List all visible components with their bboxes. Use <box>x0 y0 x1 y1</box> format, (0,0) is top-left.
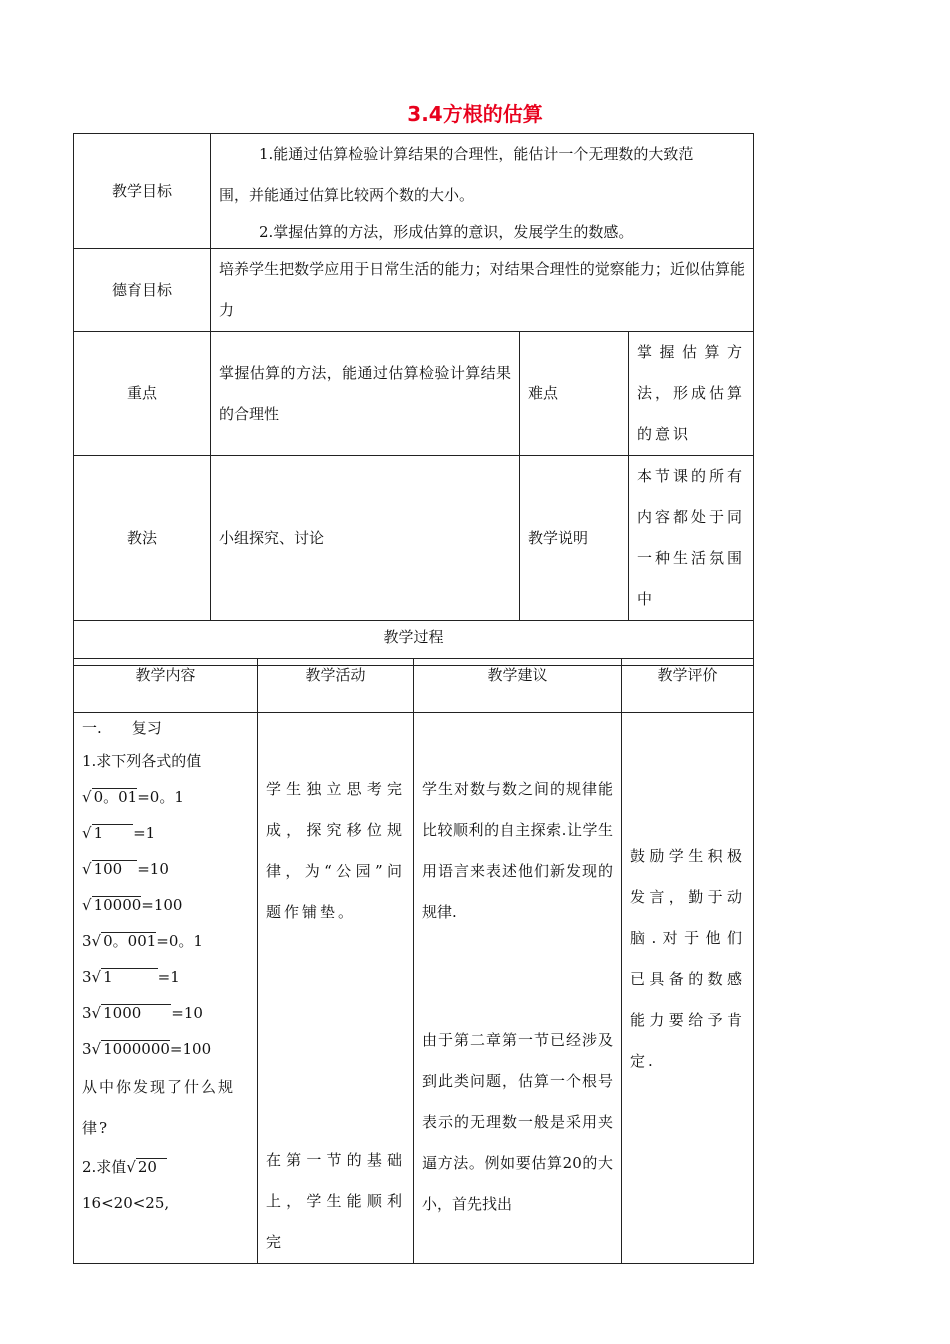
note-label: 教学说明 <box>520 456 629 621</box>
activity-text-1: 学生独立思考完成，探究移位规律，为“公园”问题作铺垫。 <box>266 780 405 921</box>
suggestion-text-1: 学生对数与数之间的规律能比较顺利的自主探索.让学生用语言来表述他们新发现的规律. <box>422 780 613 921</box>
radicand: 1 <box>103 968 158 986</box>
root-index: 3 <box>82 1004 92 1022</box>
radicand: 0。01 <box>93 788 138 806</box>
root-expression <box>82 887 257 923</box>
task-2-radicand: 20 <box>136 1158 167 1175</box>
header-suggestion: 教学建议 <box>414 659 622 713</box>
objectives-line-3: 2.掌握估算的方法，形成估算的意识，发展学生的数感。 <box>259 223 634 241</box>
radicand: 100 <box>93 860 138 878</box>
sqrt-symbol: √ 100 <box>82 860 138 878</box>
root-result: =10 <box>171 1004 203 1022</box>
key-label: 重点 <box>74 332 211 456</box>
radicand: 0。001 <box>103 932 157 950</box>
key-text: 掌握估算的方法，能通过估算检验计算结果的合理性 <box>211 332 520 456</box>
evaluation-text: 鼓励学生积极发言，勤于动脑.对于他们已具备的数感能力要给予肯定. <box>630 847 745 1070</box>
root-result: =1 <box>157 968 180 986</box>
header-evaluation: 教学评价 <box>622 659 754 713</box>
root-expression <box>82 1031 257 1067</box>
sqrt-symbol: √ 1 <box>82 824 134 842</box>
note-text: 本节课的所有内容都处于同一种生活氛围中 <box>629 456 754 621</box>
difficulty-text: 掌握估算方法，形成估算的意识 <box>629 332 754 456</box>
process-table <box>73 658 754 1264</box>
inequality: 16<20<25, <box>82 1194 170 1212</box>
process-header-row <box>74 659 754 713</box>
activity-cell <box>258 713 414 1264</box>
method-row <box>74 456 754 621</box>
radicand: 1000000 <box>103 1040 170 1058</box>
question-text: 从中你发现了什么规律? <box>82 1078 236 1137</box>
task-2 <box>74 1149 257 1185</box>
root-index: 3 <box>82 968 92 986</box>
root-result: =0。1 <box>137 788 184 806</box>
sqrt-symbol: √ 10000 <box>82 896 142 914</box>
suggestion-text-2: 由于第二章第一节已经涉及到此类问题，估算一个根号表示的无理数一般是采用夹逼方法。例如要估算20的大小，首先找出 <box>422 1031 613 1213</box>
radicand: 1000 <box>103 1004 172 1022</box>
root-expression <box>82 959 257 995</box>
sqrt-symbol: √ 0。001 <box>91 932 157 950</box>
root-index: 3 <box>82 932 92 950</box>
suggestion-cell <box>414 713 622 1264</box>
objectives-line-1: 1.能通过估算检验计算结果的合理性，能估计一个无理数的大致范 <box>259 145 694 163</box>
root-expression <box>82 995 257 1031</box>
process-body-row <box>74 713 754 1264</box>
header-activity: 教学活动 <box>258 659 414 713</box>
sqrt-symbol: √ 1000 <box>91 1004 172 1022</box>
objectives-label: 教学目标 <box>74 134 211 249</box>
root-result: =0。1 <box>156 932 203 950</box>
root-result: =100 <box>141 896 183 914</box>
objectives-content <box>211 134 754 249</box>
header-content: 教学内容 <box>74 659 258 713</box>
review-heading: 一. 复习 <box>82 719 162 737</box>
method-label: 教法 <box>74 456 211 621</box>
task-1: 1.求下列各式的值 <box>82 752 202 770</box>
radicand: 10000 <box>93 896 142 914</box>
moral-label: 德育目标 <box>74 249 211 332</box>
root-expression <box>82 779 257 815</box>
sqrt-symbol: √ 0。01 <box>82 788 138 806</box>
process-title: 教学过程 <box>74 621 754 666</box>
moral-row <box>74 249 754 332</box>
lesson-info-table <box>73 133 754 666</box>
method-text: 小组探究、讨论 <box>211 456 520 621</box>
objectives-line-2: 围，并能通过估算比较两个数的大小。 <box>219 186 475 204</box>
content-cell <box>74 713 258 1264</box>
sqrt-symbol: √ 1000000 <box>91 1040 170 1058</box>
sqrt-symbol: √ 1 <box>91 968 158 986</box>
difficulty-label: 难点 <box>520 332 629 456</box>
radicand: 1 <box>93 824 134 842</box>
root-expression <box>82 923 257 959</box>
objectives-row <box>74 134 754 249</box>
root-expression <box>82 851 257 887</box>
key-row <box>74 332 754 456</box>
root-expression <box>82 815 257 851</box>
root-result: =100 <box>169 1040 212 1058</box>
root-result: =10 <box>137 860 169 878</box>
root-result: =1 <box>133 824 156 842</box>
task-2-label: 2.求值 <box>82 1158 127 1176</box>
sqrt-symbol: √ 20 <box>126 1149 167 1185</box>
moral-text: 培养学生把数学应用于日常生活的能力；对结果合理性的觉察能力；近似估算能力 <box>211 249 754 332</box>
activity-text-2: 在第一节的基础上，学生能顺利完 <box>266 1151 405 1251</box>
evaluation-cell <box>622 713 754 1264</box>
root-index: 3 <box>82 1040 92 1058</box>
page-title: 3.4方根的估算 <box>407 102 543 126</box>
